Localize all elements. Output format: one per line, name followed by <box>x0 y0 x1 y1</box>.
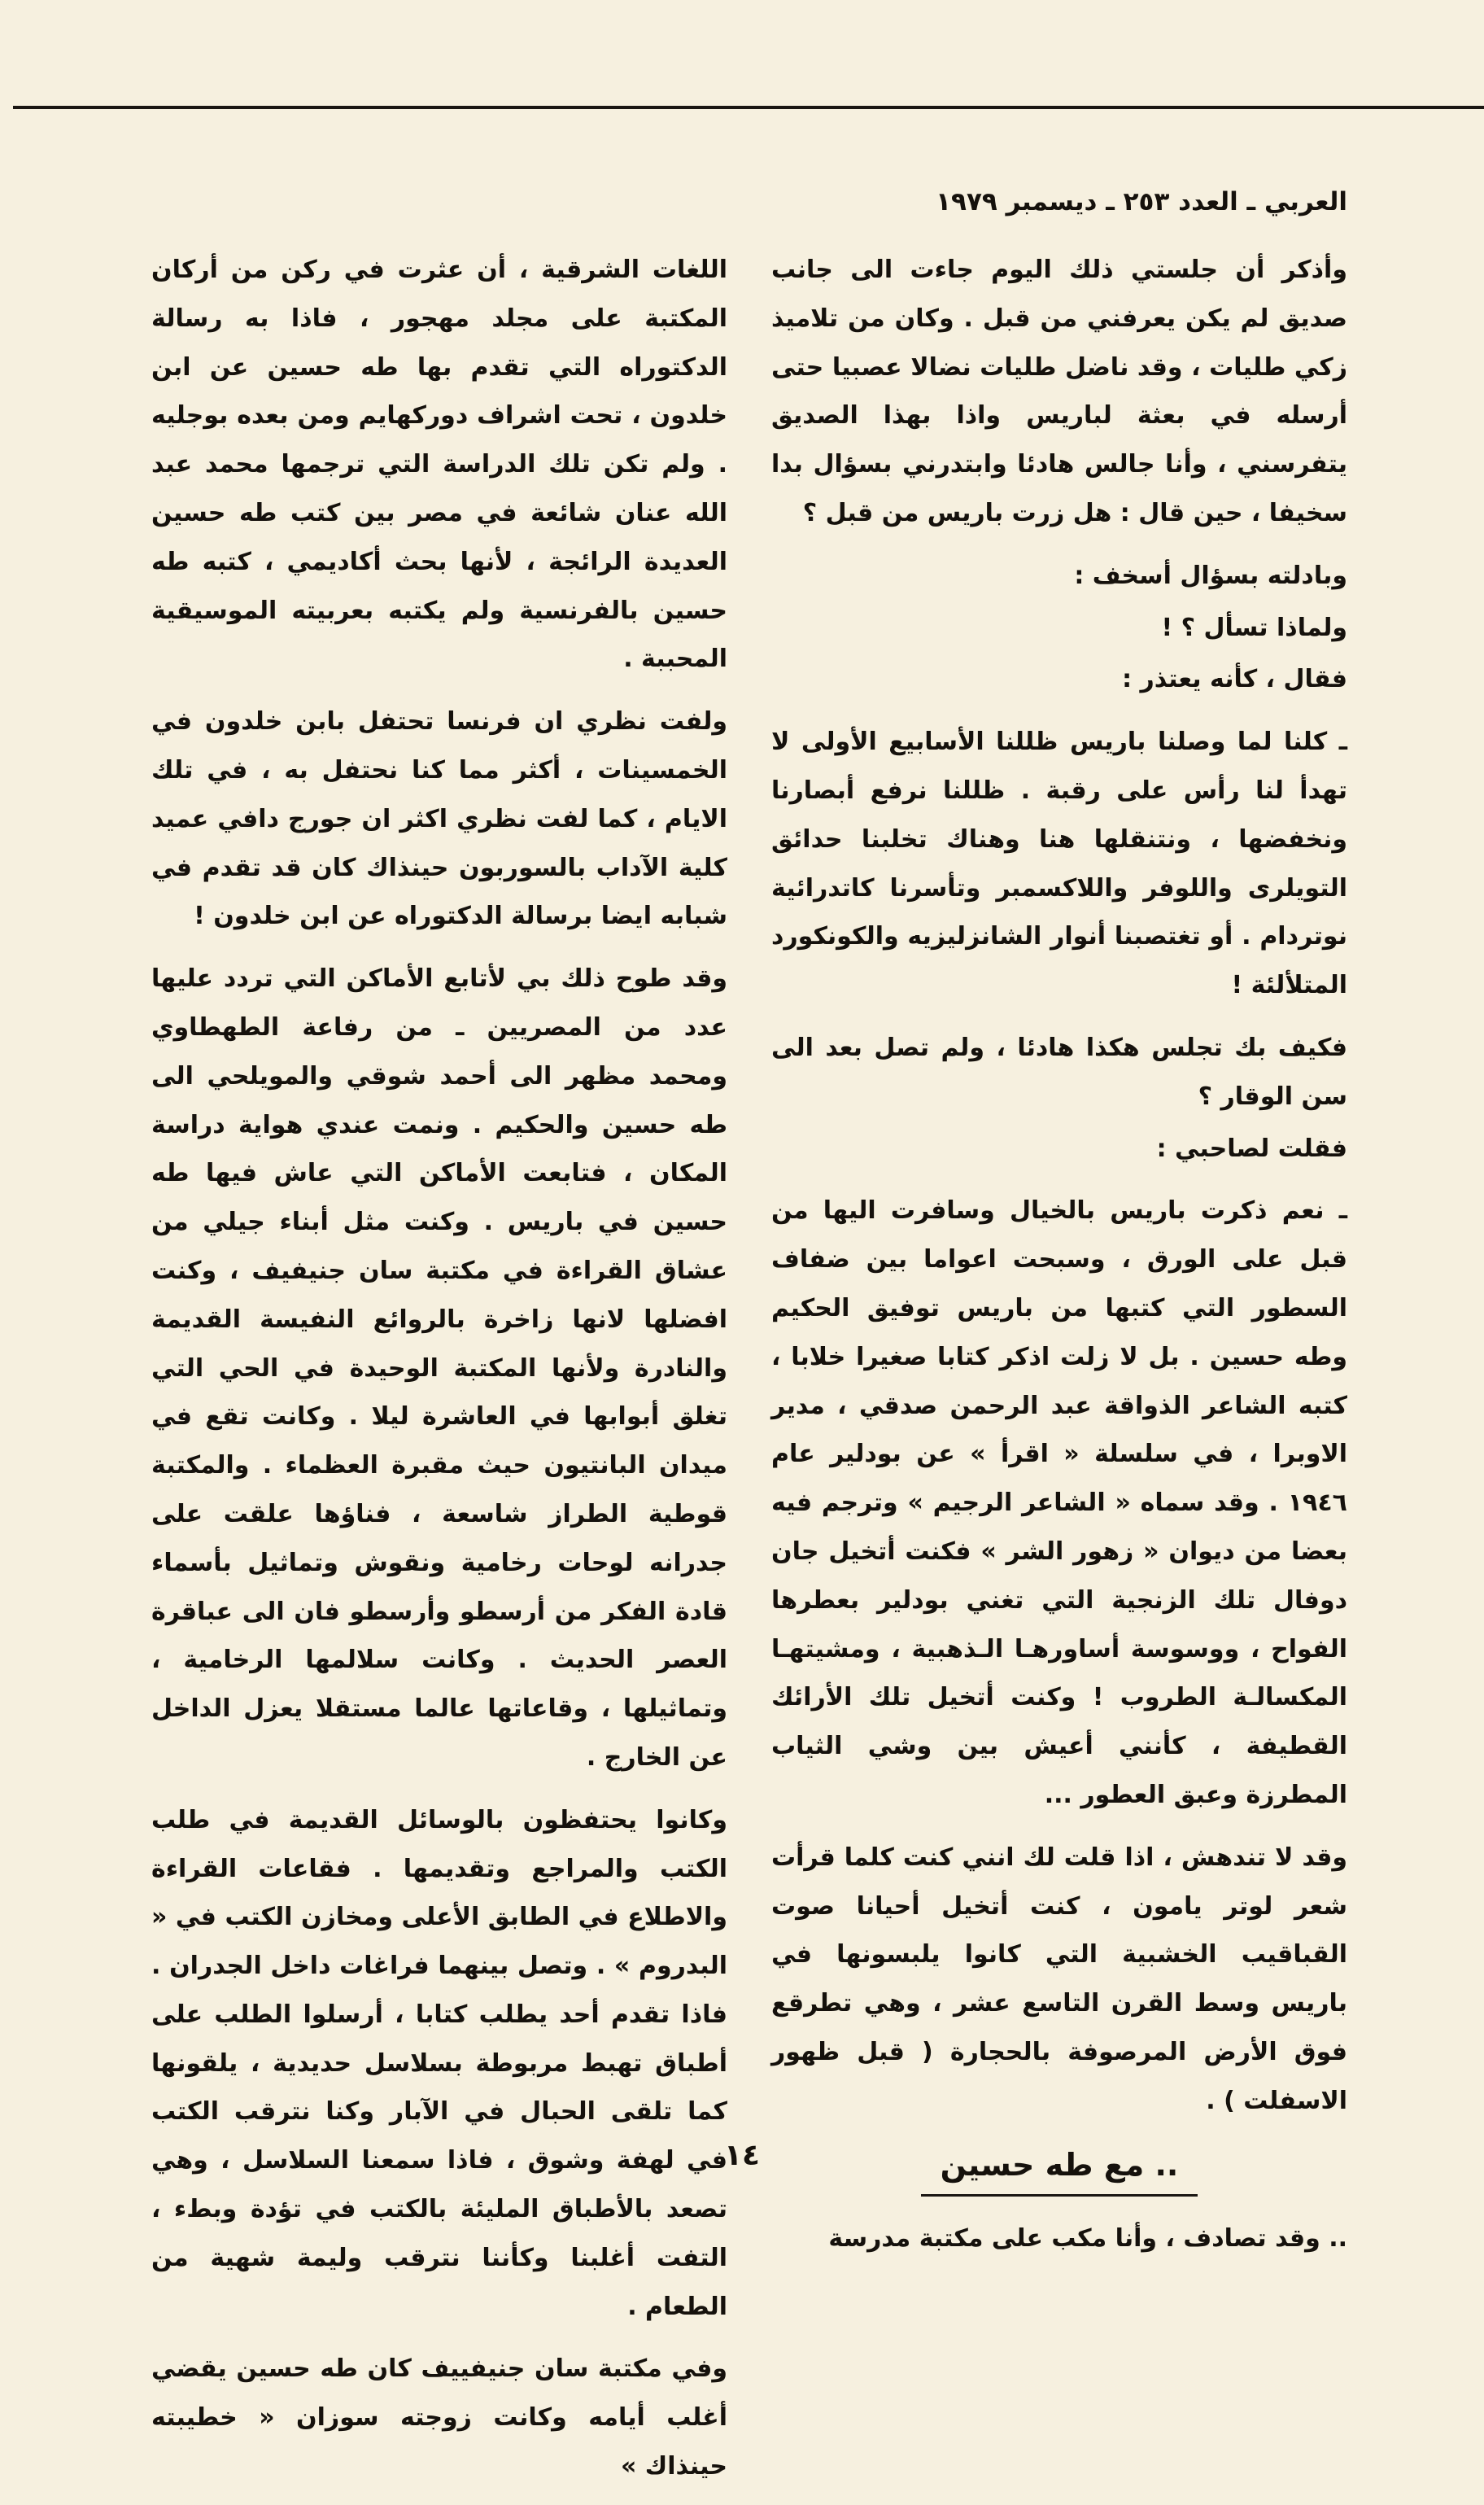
running-header: العربي ـ العدد ٢٥٣ ـ ديسمبر ١٩٧٩ <box>936 187 1347 216</box>
paragraph: فقال ، كأنه يعتذر : <box>1122 665 1347 694</box>
paragraph: وبادلته بسؤال أسخف : <box>1074 561 1347 590</box>
paragraph: وأذكر أن جلستي ذلك اليوم جاءت الى جانب صديق لم يكن يعرفني من قبل . وكان من تلاميذ زكي طليات ، وقد ناضل طليات نضالا عصبيا حتى أرسله في بعثة لباريس واذا بهذا الصديق يتفرسني ، وأنا جالس هادئا وابتدرني بسؤال بدا سخيفا ، حين قال : هل زرت باريس من قبل ؟ <box>771 256 1347 527</box>
paragraph: وقد لا تندهش ، اذا قلت لك انني كنت كلما قرأت شعر لوتر يامون ، كنت أتخيل أحيانا صوت القباقيب الخشبية التي كانوا يلبسونها في باريس وسط القرن التاسع عشر ، وهي تطرقع فوق الأرض المرصوفة بالحجارة ( قبل ظهور الاسفلت ) . <box>771 1843 1347 2115</box>
paragraph: وفي مكتبة سان جنيفييف كان طه حسين يقضي أغلب أيامه وكانت زوجته سوزان « خطيبته حينذاك » <box>151 2354 727 2481</box>
paragraph: ـ نعم ذكرت باريس بالخيال وسافرت اليها من قبل على الورق ، وسبحت اعواما بين ضفاف السطور التي كتبها من باريس توفيق الحكيم وطه حسين . بل لا زلت اذكر كتابا صغيرا خلابا ، كتبه الشاعر الذواقة عبد الرحمن صدقي ، مدير الاوبرا ، في سلسلة « اقرأ » عن بودلير عام ١٩٤٦ . وقد سماه « الشاعر الرجيم » وترجم فيه بعضا من ديوان « زهور الشر » فكنت أتخيل جان دوفال تلك الزنجية التي تغني بودلير بعطرها الفواح ، ووسوسة أساورهـا الـذهبية ، ومشيتهـا المكسالـة الطروب ! وكنت أتخيل تلك الأرائك القطيفة ، كأنني أعيش بين وشي الثياب المطرزة وعبق العطور ... <box>771 1196 1347 1809</box>
page-number: ١٤ <box>724 2139 760 2172</box>
top-rule <box>13 106 1484 109</box>
section-subheading: .. مع طه حسين <box>940 2147 1179 2184</box>
paragraph: ولماذا تسأل ؟ ! <box>1161 613 1347 642</box>
right-column <box>771 246 1347 2277</box>
paragraph: وكانوا يحتفظون بالوسائل القديمة في طلب الكتب والمراجع وتقديمها . فقاعات القراءة والاطلاع في الطابق الأعلى ومخازن الكتب في « البدروم » . وتصل بينهما فراغات داخل الجدران . فاذا تقدم أحد يطلب كتابا ، أرسلوا الطلب على أطباق تهبط مربوطة بسلاسل حديدية ، يلقونها كما تلقى الحبال في الآبار وكنا نترقب الكتب في لهفة وشوق ، فاذا سمعنا السلاسل ، وهي تصعد بالأطباق المليئة بالكتب في تؤدة وبطء ، التفت أغلبنا وكأننا نترقب وليمة شهية من الطعام . <box>151 1805 727 2321</box>
subheading-rule <box>921 2194 1198 2197</box>
paragraph: اللغات الشرقية ، أن عثرت في ركن من أركان المكتبة على مجلد مهجور ، فاذا به رسالة الدكتوراه التي تقدم بها طه حسين عن ابن خلدون ، تحت اشراف دوركهايم ومن بعده بوجليه . ولم تكن تلك الدراسة التي ترجمها محمد عبد الله عنان شائعة في مصر بين كتب طه حسين العديدة الرائجة ، لأنها بحث أكاديمي ، كتبه طه حسين بالفرنسية ولم يكتبه بعربيته الموسيقية المحببة . <box>151 256 727 674</box>
paragraph: فكيف بك تجلس هكذا هادئا ، ولم تصل بعد الى سن الوقار ؟ <box>771 1033 1347 1111</box>
paragraph: وقد طوح ذلك بي لأتابع الأماكن التي تردد عليها عدد من المصريين ـ من رفاعة الطهطاوي ومحمد مظهر الى أحمد شوقي والمويلحي الى طه حسين والحكيم . ونمت عندي هواية دراسة المكان ، فتابعت الأماكن التي عاش فيها طه حسين في باريس . وكنت مثل أبناء جيلي من عشاق القراءة في مكتبة سان جنيفيف ، وكنت افضلها لانها زاخرة بالروائع النفيسة القديمة والنادرة ولأنها المكتبة الوحيدة في الحي التي تغلق أبوابها في العاشرة ليلا . وكانت تقع في ميدان البانتيون حيث مقبرة العظماء . والمكتبة قوطية الطراز شاسعة ، فناؤها علقت على جدرانه لوحات رخامية ونقوش وتماثيل بأسماء قادة الفكر من أرسطو وأرسطو فان الى عباقرة العصر الحديث . وكانت سلالمها الرخامية ، وتماثيلها ، وقاعاتها عالما مستقلا يعزل الداخل عن الخارج . <box>151 964 727 1772</box>
paragraph: .. وقد تصادف ، وأنا مكب على مكتبة مدرسة <box>828 2224 1347 2254</box>
paragraph: فقلت لصاحبي : <box>1156 1134 1347 1163</box>
paragraph: ـ كلنا لما وصلنا باريس ظللنا الأسابيع الأولى لا تهدأ لنا رأس على رقبة . ظللنا نرفع أبصارنا ونخفضها ، ونتنقلها هنا وهناك تخلبنا حدائق التويلرى واللوفر واللاكسمبر وتأسرنا كاتدرائية نوتردام . أو تغتصبنا أنوار الشانزليزيه والكونكورد المتلألئة ! <box>771 728 1347 1000</box>
paragraph: ولفت نظري ان فرنسا تحتفل بابن خلدون في الخمسينات ، أكثر مما كنا نحتفل به ، في تلك الايام ، كما لفت نظري اكثر ان جورج دافي عميد كلية الآداب بالسوربون حينذاك كان قد تقدم في شبابه ايضا برسالة الدكتوراه عن ابن خلدون ! <box>151 707 727 931</box>
